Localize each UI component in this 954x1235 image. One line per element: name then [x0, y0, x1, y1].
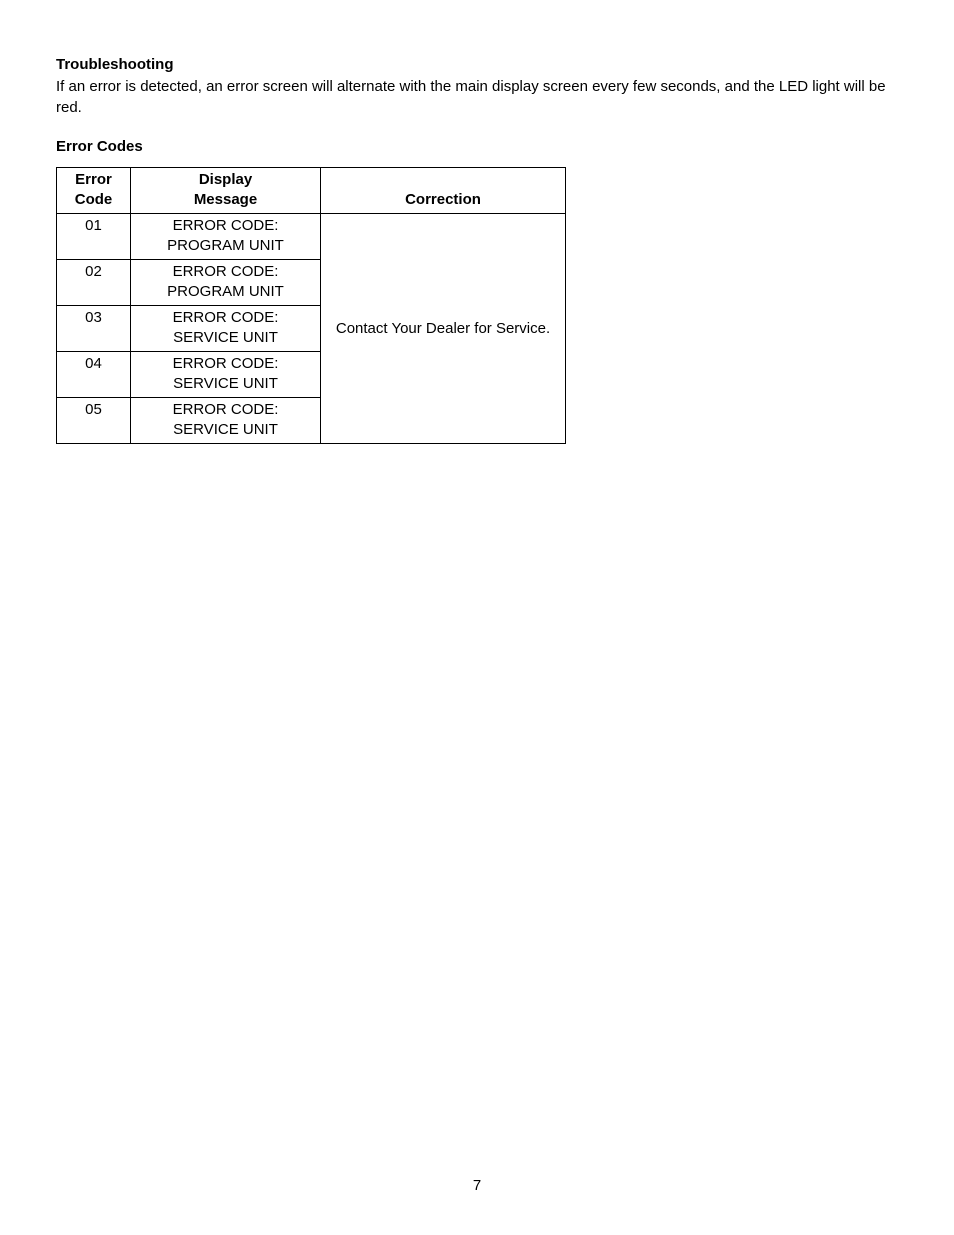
message-line: SERVICE UNIT	[173, 329, 278, 346]
column-header-correction: Correction	[321, 168, 566, 214]
message-line: SERVICE UNIT	[173, 375, 278, 392]
message-line: ERROR CODE:	[172, 309, 279, 326]
table-header-row	[57, 168, 566, 214]
troubleshooting-heading: Troubleshooting	[56, 56, 174, 73]
message-line: ERROR CODE:	[172, 355, 279, 372]
error-codes-table	[56, 167, 566, 444]
correction-cell: Contact Your Dealer for Service.	[321, 214, 566, 444]
column-header-display-message	[131, 168, 321, 214]
display-message-cell	[131, 352, 321, 398]
error-code-cell: 03	[57, 306, 131, 352]
message-line: PROGRAM UNIT	[167, 237, 284, 254]
page-number: 7	[472, 1177, 482, 1194]
message-line: SERVICE UNIT	[173, 421, 278, 438]
message-line: ERROR CODE:	[172, 217, 279, 234]
message-line: ERROR CODE:	[172, 263, 279, 280]
header-text: Error	[75, 171, 112, 188]
error-code-cell: 02	[57, 260, 131, 306]
display-message-cell	[131, 398, 321, 444]
page-content	[56, 55, 906, 444]
header-text: Message	[193, 191, 258, 208]
error-code-cell: 01	[57, 214, 131, 260]
error-codes-heading: Error Codes	[56, 138, 143, 155]
troubleshooting-text: If an error is detected, an error screen will alternate with the main display screen every few seconds, and the LED light will be red.	[56, 78, 886, 116]
error-code-cell: 05	[57, 398, 131, 444]
message-line: ERROR CODE:	[172, 401, 279, 418]
display-message-cell	[131, 306, 321, 352]
header-text: Display	[198, 171, 253, 188]
display-message-cell	[131, 214, 321, 260]
message-line: PROGRAM UNIT	[167, 283, 284, 300]
error-code-cell: 04	[57, 352, 131, 398]
display-message-cell	[131, 260, 321, 306]
column-header-error-code	[57, 168, 131, 214]
table-row	[57, 214, 566, 260]
header-text: Code	[74, 191, 113, 208]
